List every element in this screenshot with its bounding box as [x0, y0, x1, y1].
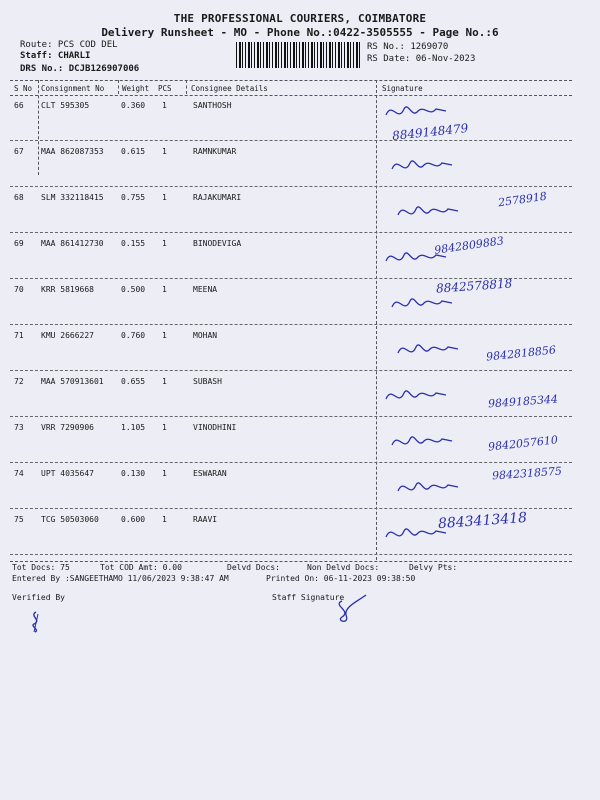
row-divider: [10, 554, 572, 555]
row-pcs: 1: [162, 515, 167, 524]
row-pcs: 1: [162, 239, 167, 248]
row-consignment: TCG 50503060: [41, 515, 99, 524]
row-consignment: UPT 4035647: [41, 469, 94, 478]
handwritten-signature: [388, 151, 458, 181]
row-sno: 73: [14, 423, 24, 432]
row-weight: 0.360: [121, 101, 146, 110]
divider: [186, 80, 187, 94]
handwritten-signature: [394, 335, 464, 365]
col-consignee: Consignee Details: [191, 84, 268, 93]
handwritten-signature: [382, 381, 452, 411]
row-consignee: BINODEVIGA: [193, 239, 242, 248]
table-row: [10, 509, 572, 555]
runsheet-title: Delivery Runsheet - MO - Phone No.:0422-3505555 - Page No.:6: [101, 26, 499, 39]
table-header: [10, 80, 572, 96]
staff-label: Staff: CHARLI: [20, 51, 91, 61]
row-weight: 0.130: [121, 469, 146, 478]
delvy-pts: Delvy Pts:: [409, 563, 458, 572]
row-pcs: 1: [162, 469, 167, 478]
handwritten-signature: [382, 243, 452, 273]
row-pcs: 1: [162, 285, 167, 294]
handwritten-signature: [388, 427, 458, 457]
handwritten-signature: [388, 289, 458, 319]
row-consignee: RAJAKUMARI: [193, 193, 242, 202]
table-row: [10, 141, 572, 187]
delvd-docs: Delvd Docs:: [227, 563, 280, 572]
footer-divider: [10, 561, 572, 562]
row-weight: 0.500: [121, 285, 146, 294]
row-pcs: 1: [162, 101, 167, 110]
row-weight: 0.155: [121, 239, 146, 248]
route-label: Route: PCS COD DEL: [20, 40, 118, 50]
row-consignment: MAA 861412730: [41, 239, 104, 248]
staff-signature-label: Staff Signature: [272, 593, 345, 602]
col-pcs: PCS: [158, 84, 172, 93]
row-consignee: MOHAN: [193, 331, 218, 340]
col-signature: Signature: [382, 84, 423, 93]
row-consignee: RAAVI: [193, 515, 218, 524]
row-consignment: KMU 2666227: [41, 331, 94, 340]
row-pcs: 1: [162, 377, 167, 386]
entered-by: Entered By :SANGEETHAMO 11/06/2023 9:38:47 AM: [12, 574, 229, 583]
handwritten-signature: [382, 519, 452, 549]
row-pcs: 1: [162, 423, 167, 432]
row-consignment: MAA 570913601: [41, 377, 104, 386]
signature-phone: 9842809883: [433, 234, 505, 257]
row-consignee: ESWARAN: [193, 469, 227, 478]
row-sno: 75: [14, 515, 24, 524]
signature-phone: 9842818856: [485, 343, 557, 364]
rs-date: RS Date: 06-Nov-2023: [367, 54, 476, 64]
table-row: [10, 276, 572, 325]
row-consignment: MAA 862087353: [41, 147, 104, 156]
non-delvd-docs: Non Delvd Docs:: [307, 563, 380, 572]
divider: [118, 80, 119, 94]
col-sno: S No: [14, 84, 33, 93]
row-consignee: RAMNKUMAR: [193, 147, 237, 156]
table-row: [10, 463, 572, 509]
rs-number: RS No.: 1269070: [367, 42, 449, 52]
verified-by-label: Verified By: [12, 593, 65, 602]
row-sno: 67: [14, 147, 24, 156]
table-row: [10, 325, 572, 371]
signature-phone: 9842057610: [487, 433, 559, 454]
row-weight: 1.105: [121, 423, 146, 432]
signature-phone: 9842318575: [491, 464, 563, 483]
tot-cod-amt: Tot COD Amt: 0.00: [100, 563, 182, 572]
row-sno: 71: [14, 331, 24, 340]
row-sno: 68: [14, 193, 24, 202]
staff-signature-mark: [330, 593, 370, 629]
row-sno: 69: [14, 239, 24, 248]
row-consignment: SLM 332118415: [41, 193, 104, 202]
table-row: [10, 95, 572, 141]
row-weight: 0.755: [121, 193, 146, 202]
signature-phone: 2578918: [497, 189, 548, 210]
row-pcs: 1: [162, 193, 167, 202]
signature-phone: 8849148479: [391, 121, 469, 143]
row-weight: 0.615: [121, 147, 146, 156]
row-sno: 74: [14, 469, 24, 478]
handwritten-signature: [382, 97, 452, 127]
company-title: THE PROFESSIONAL COURIERS, COIMBATORE: [173, 12, 427, 25]
table-row: [10, 233, 572, 279]
row-consignment: CLT 595305: [41, 101, 90, 110]
row-consignee: SANTHOSH: [193, 101, 232, 110]
row-weight: 0.655: [121, 377, 146, 386]
row-pcs: 1: [162, 147, 167, 156]
signature-phone: 9849185344: [487, 392, 559, 411]
row-sno: 66: [14, 101, 24, 110]
handwritten-signature: [394, 197, 464, 227]
row-consignment: VRR 7290906: [41, 423, 94, 432]
table-row: [10, 417, 572, 463]
table-row: [10, 371, 572, 417]
row-sno: 72: [14, 377, 24, 386]
signature-phone: 8843413418: [437, 509, 528, 533]
row-consignee: SUBASH: [193, 377, 222, 386]
row-consignment: KRR 5819668: [41, 285, 94, 294]
drs-number: DRS No.: DCJB126907006: [20, 64, 140, 74]
row-pcs: 1: [162, 331, 167, 340]
table-row: [10, 187, 572, 233]
printed-on: Printed On: 06-11-2023 09:38:50: [266, 574, 416, 583]
row-weight: 0.600: [121, 515, 146, 524]
handwritten-signature: [394, 473, 464, 503]
tot-docs: Tot Docs: 75: [12, 563, 70, 572]
row-sno: 70: [14, 285, 24, 294]
col-weight: Weight: [122, 84, 150, 93]
col-consignment: Consignment No: [41, 84, 105, 93]
barcode: [236, 42, 362, 68]
signature-phone: 8842578818: [435, 276, 513, 296]
row-consignee: MEENA: [193, 285, 218, 294]
verified-signature-mark: [26, 610, 46, 634]
row-weight: 0.760: [121, 331, 146, 340]
row-consignee: VINODHINI: [193, 423, 237, 432]
